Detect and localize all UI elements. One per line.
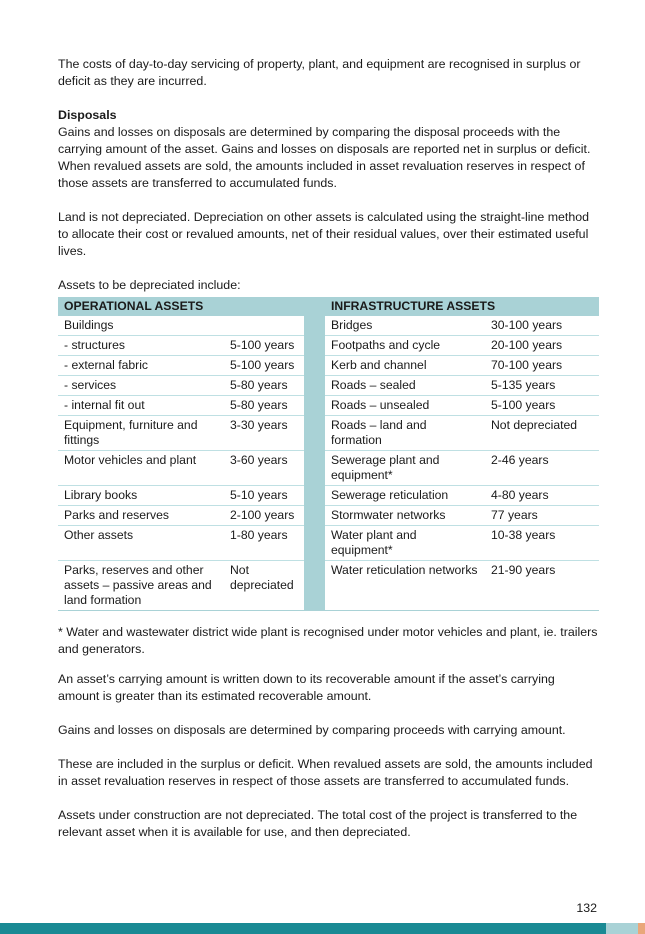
table-row — [58, 396, 599, 416]
operational-asset-life: 3-60 years — [224, 451, 304, 486]
paragraph-servicing: The costs of day-to-day servicing of property, plant, and equipment are recognised in surplus or deficit as they are incurred. — [58, 57, 581, 88]
assets-table — [58, 297, 599, 611]
paragraph-assets-intro: Assets to be depreciated include: — [58, 278, 241, 292]
table-row — [58, 376, 599, 396]
footer-bar-light — [606, 923, 638, 934]
footer-bar — [0, 923, 645, 934]
operational-asset-name: Other assets — [58, 526, 224, 561]
column-separator — [304, 486, 325, 506]
infrastructure-asset-life: 4-80 years — [485, 486, 599, 506]
column-separator — [304, 506, 325, 526]
paragraph-disposals: Gains and losses on disposals are determined by comparing the disposal proceeds with the carrying amount of the asset. Gains and losses on disposals are reported net in surplus or deficit. When revalued assets are sold, the amounts included in asset revaluation reserves in respect of those assets are transferred to accumulated funds. — [58, 125, 591, 190]
infrastructure-asset-name: Kerb and channel — [325, 356, 485, 376]
table-row — [58, 526, 599, 561]
infrastructure-asset-life: 2-46 years — [485, 451, 599, 486]
column-separator — [304, 376, 325, 396]
page-content — [58, 56, 598, 841]
table-row — [58, 506, 599, 526]
operational-asset-life — [224, 316, 304, 336]
operational-asset-life: 5-10 years — [224, 486, 304, 506]
operational-asset-life: 2-100 years — [224, 506, 304, 526]
table-row — [58, 451, 599, 486]
paragraph-carrying: An asset’s carrying amount is written down to its recoverable amount if the asset’s carrying amount is greater than its estimated recoverable amount. — [58, 672, 555, 703]
operational-asset-life: Not depreciated — [224, 561, 304, 611]
table-row — [58, 356, 599, 376]
table-row — [58, 416, 599, 451]
infrastructure-asset-name: Sewerage reticulation — [325, 486, 485, 506]
infrastructure-asset-life: 20-100 years — [485, 336, 599, 356]
column-separator — [304, 526, 325, 561]
paragraph-land: Land is not depreciated. Depreciation on other assets is calculated using the straight-line method to allocate their cost or revalued amounts, net of their residual values, over their estimated useful lives. — [58, 210, 590, 258]
infrastructure-asset-name: Water plant and equipment* — [325, 526, 485, 561]
table-row — [58, 336, 599, 356]
infrastructure-asset-name: Water reticulation networks — [325, 561, 485, 611]
infrastructure-asset-name: Roads – sealed — [325, 376, 485, 396]
infrastructure-asset-name: Footpaths and cycle — [325, 336, 485, 356]
table-row — [58, 486, 599, 506]
table-header-row — [58, 297, 599, 316]
column-separator — [304, 451, 325, 486]
operational-asset-life: 5-80 years — [224, 396, 304, 416]
column-separator — [304, 336, 325, 356]
infrastructure-asset-name: Stormwater networks — [325, 506, 485, 526]
infrastructure-asset-name: Bridges — [325, 316, 485, 336]
operational-asset-name: Equipment, furniture and fittings — [58, 416, 224, 451]
operational-asset-name: - structures — [58, 336, 224, 356]
footer-bar-main — [0, 923, 606, 934]
operational-asset-name: - internal fit out — [58, 396, 224, 416]
header-operational: OPERATIONAL ASSETS — [58, 297, 304, 316]
table-row — [58, 561, 599, 611]
operational-asset-name: Motor vehicles and plant — [58, 451, 224, 486]
infrastructure-asset-life: 77 years — [485, 506, 599, 526]
operational-asset-name: - external fabric — [58, 356, 224, 376]
column-separator — [304, 356, 325, 376]
infrastructure-asset-life: 70-100 years — [485, 356, 599, 376]
operational-asset-life: 5-80 years — [224, 376, 304, 396]
operational-asset-life: 5-100 years — [224, 356, 304, 376]
paragraph-included: These are included in the surplus or deficit. When revalued assets are sold, the amounts included in asset revaluation reserves in respect of those assets are transferred to accumulated funds. — [58, 757, 593, 788]
operational-asset-life: 3-30 years — [224, 416, 304, 451]
column-separator — [304, 396, 325, 416]
column-separator — [304, 561, 325, 611]
infrastructure-asset-life: Not depreciated — [485, 416, 599, 451]
infrastructure-asset-life: 21-90 years — [485, 561, 599, 611]
paragraph-footnote: * Water and wastewater district wide plant is recognised under motor vehicles and plant, ie. trailers and generators. — [58, 625, 598, 656]
infrastructure-asset-name: Roads – land and formation — [325, 416, 485, 451]
operational-asset-name: Library books — [58, 486, 224, 506]
operational-asset-life: 1-80 years — [224, 526, 304, 561]
infrastructure-asset-life: 5-100 years — [485, 396, 599, 416]
disposals-heading: Disposals — [58, 108, 117, 122]
operational-asset-life: 5-100 years — [224, 336, 304, 356]
column-separator — [304, 316, 325, 336]
header-infrastructure: INFRASTRUCTURE ASSETS — [325, 297, 599, 316]
paragraph-construction: Assets under construction are not depreciated. The total cost of the project is transferred to the relevant asset when it is available for use, and then depreciated. — [58, 808, 578, 839]
page-number: 132 — [576, 901, 597, 915]
infrastructure-asset-name: Sewerage plant and equipment* — [325, 451, 485, 486]
operational-asset-name: - services — [58, 376, 224, 396]
infrastructure-asset-life: 30-100 years — [485, 316, 599, 336]
table-row — [58, 316, 599, 336]
infrastructure-asset-name: Roads – unsealed — [325, 396, 485, 416]
infrastructure-asset-life: 5-135 years — [485, 376, 599, 396]
infrastructure-asset-life: 10-38 years — [485, 526, 599, 561]
column-separator — [304, 416, 325, 451]
operational-asset-name: Parks and reserves — [58, 506, 224, 526]
operational-asset-name: Buildings — [58, 316, 224, 336]
operational-asset-name: Parks, reserves and other assets – passive areas and land formation — [58, 561, 224, 611]
paragraph-gains: Gains and losses on disposals are determined by comparing proceeds with carrying amount. — [58, 723, 566, 737]
footer-bar-accent — [638, 923, 645, 934]
